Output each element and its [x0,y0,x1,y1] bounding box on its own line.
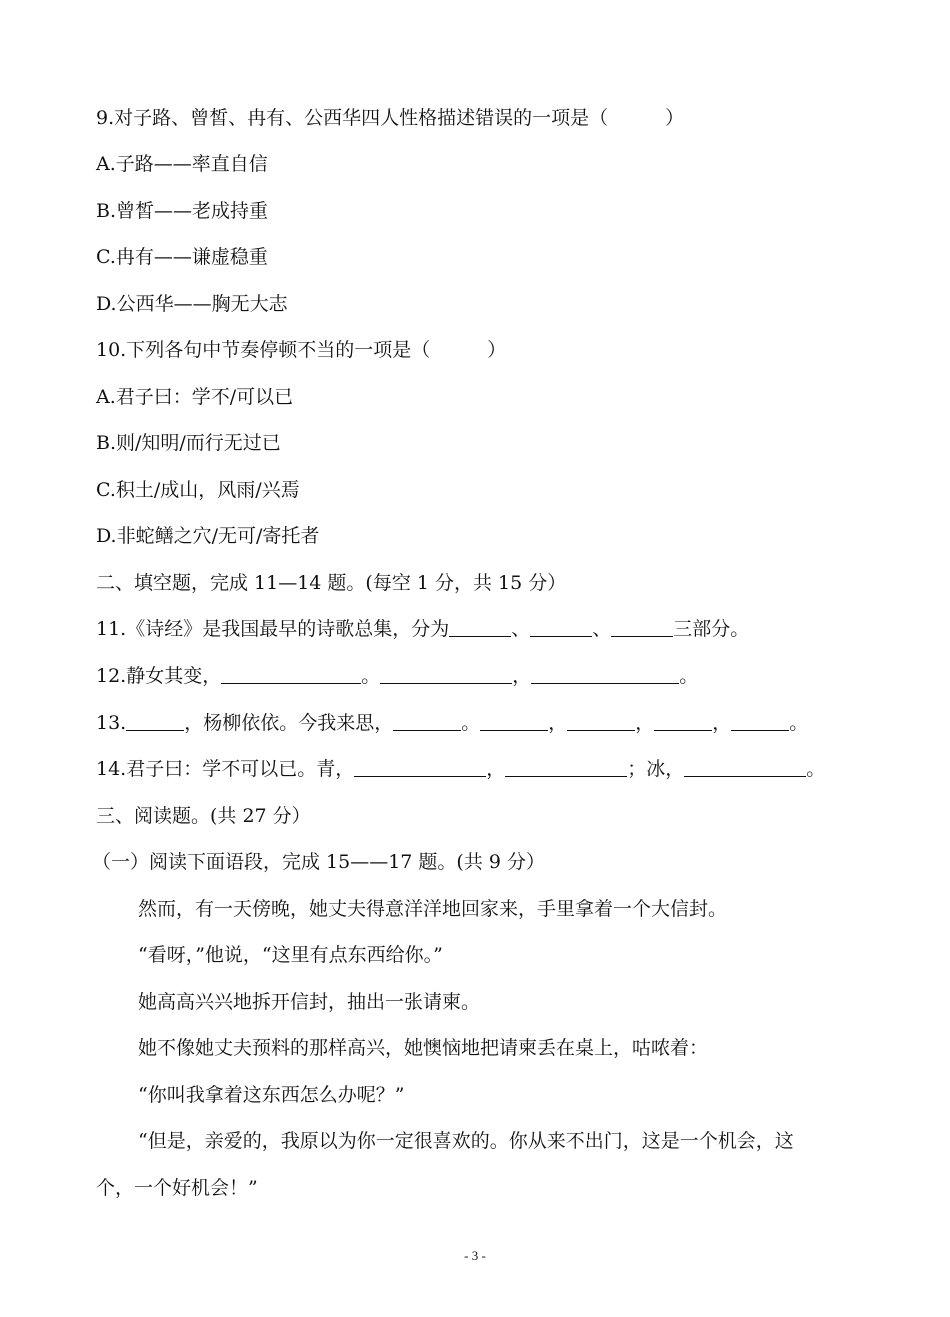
q14-sep: ， [486,758,506,780]
q14 [96,757,825,781]
answer-blank[interactable] [505,758,627,777]
passage-paragraph: “你叫我拿着这东西怎么办呢？” [138,1084,405,1106]
q11-sep: 、 [592,618,612,640]
reading1-title: （一）阅读下面语段，完成 15——17 题。(共 9 分） [92,851,546,873]
q9-stem: 9.对子路、曾皙、冉有、公西华四人性格描述错误的一项是（ ） [96,107,685,129]
answer-blank[interactable] [530,618,592,637]
q10-option-a: A.君子曰：学不/可以已 [96,386,294,408]
answer-blank[interactable] [567,712,635,731]
q13-number: 13. [96,712,127,734]
section3-heading: 三、阅读题。(共 27 分） [96,805,311,827]
q10-option-c: C.积土/成山，风雨/兴焉 [96,479,300,501]
answer-blank[interactable] [221,665,361,684]
answer-blank[interactable] [126,712,184,731]
q14-text-ice: ；冰， [627,758,685,780]
q11 [96,617,749,641]
answer-blank[interactable] [449,618,511,637]
q9-option-c: C.冉有——谦虚稳重 [96,246,268,268]
q13-sep: ， [635,712,655,734]
answer-blank[interactable] [684,758,806,777]
answer-blank[interactable] [731,712,789,731]
q12-sep: ， [512,665,532,687]
q10-stem: 10.下列各句中节奏停顿不当的一项是（ ） [96,339,507,361]
answer-blank[interactable] [480,712,548,731]
q10-option-b: B.则/知明/而行无过已 [96,432,281,454]
q11-text: 11.《诗经》是我国最早的诗歌总集，分为 [96,618,450,640]
q13 [96,711,808,735]
q9-option-a: A.子路——率直自信 [96,153,268,175]
answer-blank[interactable] [611,618,673,637]
q13-sep: 。 [461,712,481,734]
q12 [96,664,698,688]
section2-heading: 二、填空题，完成 11—14 题。(每空 1 分，共 15 分） [96,572,567,594]
q12-tail: 。 [679,665,699,687]
passage-paragraph: “看呀，”他说，“这里有点东西给你。” [138,944,443,966]
q13-text: ，杨柳依依。今我来思， [184,712,394,734]
answer-blank[interactable] [393,712,461,731]
q13-sep: ， [712,712,732,734]
q9-option-b: B.曾皙——老成持重 [96,200,269,222]
page-number: - 3 - [464,1248,486,1263]
q10-option-d: D.非蛇鳝之穴/无可/寄托者 [96,525,320,547]
passage-paragraph: 她高高兴兴地拆开信封，抽出一张请柬。 [138,991,481,1013]
passage-paragraph-continued: 个，一个好机会！” [96,1177,258,1199]
passage-paragraph: “但是，亲爱的，我原以为你一定很喜欢的。你从来不出门，这是一个机会，这 [138,1130,794,1152]
answer-blank[interactable] [654,712,712,731]
q11-sep: 、 [511,618,531,640]
q12-sep: 。 [361,665,381,687]
q12-text: 12.静女其变， [96,665,222,687]
q13-sep: ， [548,712,568,734]
q14-text: 14.君子曰：学不可以已。青， [96,758,355,780]
passage-paragraph: 她不像她丈夫预料的那样高兴，她懊恼地把请柬丢在桌上，咕哝着： [138,1037,709,1059]
q13-tail: 。 [789,712,809,734]
q9-option-d: D.公西华——胸无大志 [96,293,288,315]
answer-blank[interactable] [531,665,679,684]
answer-blank[interactable] [380,665,512,684]
q14-tail: 。 [806,758,826,780]
answer-blank[interactable] [354,758,486,777]
q11-tail: 三部分。 [673,618,750,640]
passage-paragraph: 然而，有一天傍晚，她丈夫得意洋洋地回家来，手里拿着一个大信封。 [138,898,728,920]
